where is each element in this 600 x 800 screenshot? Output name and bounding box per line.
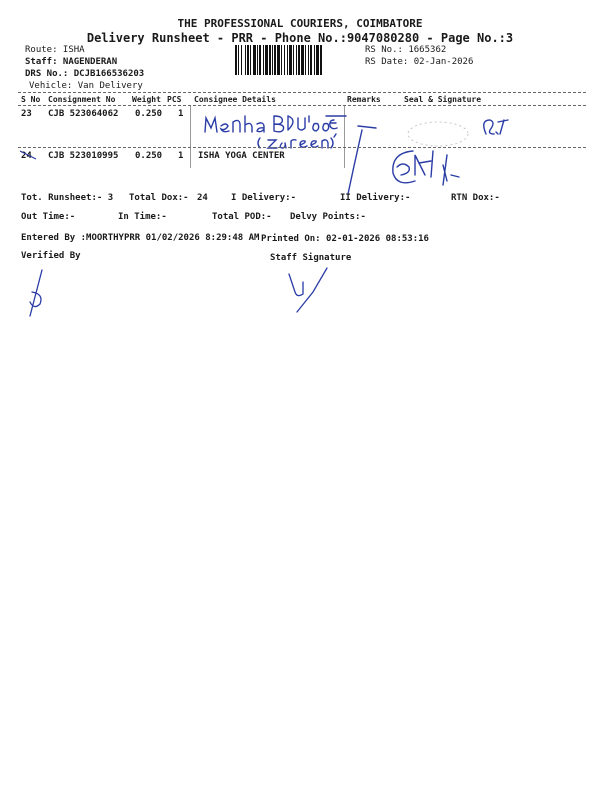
total-dox-label: Total Dox:- <box>129 193 189 203</box>
rs-number: RS No.: 1665362 <box>365 45 447 55</box>
row-weight: 0.250 <box>135 109 163 119</box>
handwritten-consignee <box>200 110 360 152</box>
tot-runsheet: Tot. Runsheet:- 3 <box>21 193 114 203</box>
i-delivery: I Delivery:- <box>231 193 297 203</box>
in-time: In Time:- <box>118 212 167 222</box>
row-consignment: CJB 523064062 <box>48 109 119 119</box>
col-seal-signature: Seal & Signature <box>404 95 482 104</box>
rs-date: RS Date: 02-Jan-2026 <box>365 57 474 67</box>
col-weight: Weight <box>132 95 161 104</box>
company-title: THE PROFESSIONAL COURIERS, COIMBATORE <box>177 17 423 30</box>
barcode-bar <box>277 45 280 75</box>
barcode-bar <box>269 45 271 75</box>
barcode-bar <box>235 45 237 75</box>
col-consignment: Consignment No <box>48 95 116 104</box>
barcode-bar <box>253 45 256 75</box>
total-pod: Total POD:- <box>212 212 272 222</box>
barcode-image <box>235 45 363 75</box>
row-consignment: CJB 523010995 <box>48 151 119 161</box>
barcode-bar <box>305 45 306 75</box>
printed-on: Printed On: 02-01-2026 08:53:16 <box>261 234 429 244</box>
barcode-bar <box>314 45 315 75</box>
barcode-bar <box>308 45 309 75</box>
vehicle-label: Vehicle: Van Delivery <box>29 81 143 91</box>
table-top-rule <box>18 92 586 93</box>
strike-mark <box>18 148 40 162</box>
barcode-bar <box>296 45 297 75</box>
entered-by: Entered By :MOORTHYPRR 01/02/2026 8:29:48 AM <box>21 233 260 243</box>
barcode-bar <box>250 45 251 75</box>
barcode-bar <box>238 45 239 75</box>
col-remarks: Remarks <box>347 95 381 104</box>
row-sno: 24 <box>21 151 32 161</box>
barcode-bar <box>281 45 282 75</box>
route-label: Route: ISHA <box>25 45 85 55</box>
col-pcs: PCS <box>167 95 182 104</box>
row-sno: 23 <box>21 109 32 119</box>
row-weight: 0.250 <box>135 151 163 161</box>
drs-number: DRS No.: DCJB166536203 <box>25 69 145 79</box>
staff-signature-mark <box>285 262 335 316</box>
col-sno: S No <box>21 95 41 104</box>
table-header-rule <box>18 105 586 106</box>
out-time: Out Time:- <box>21 212 76 222</box>
barcode-bar <box>284 45 285 75</box>
total-dox-value: 24 <box>197 193 208 203</box>
row-pcs: 1 <box>178 151 184 161</box>
barcode-bar <box>257 45 258 75</box>
barcode-bar <box>289 45 292 75</box>
barcode-bar <box>316 45 319 75</box>
barcode-bar <box>265 45 268 75</box>
staff-signature-label: Staff Signature <box>270 253 352 263</box>
col-separator <box>190 106 191 168</box>
col-consignee: Consignee Details <box>194 95 276 104</box>
verified-by: Verified By <box>21 251 81 261</box>
rtn-dox: RTN Dox:- <box>451 193 500 203</box>
runsheet-subtitle: Delivery Runsheet - PRR - Phone No.:9047080280 - Page No.:3 <box>86 31 514 45</box>
delvy-points: Delvy Points:- <box>290 212 366 222</box>
barcode-bar <box>259 45 261 75</box>
staff-label: Staff: NAGENDERAN <box>25 57 118 67</box>
barcode-bar <box>272 45 273 75</box>
barcode-bar <box>310 45 312 75</box>
barcode-bar <box>298 45 300 75</box>
barcode-bar <box>293 45 294 75</box>
ii-delivery: II Delivery:- <box>340 193 411 203</box>
barcode-bar <box>301 45 304 75</box>
row-pcs: 1 <box>178 109 184 119</box>
barcode-bar <box>274 45 276 75</box>
barcode-bar <box>245 45 246 75</box>
barcode-bar <box>320 45 322 75</box>
barcode-bar <box>241 45 242 75</box>
barcode-bar <box>247 45 249 75</box>
seal-signature-24 <box>385 145 475 190</box>
barcode-bar <box>263 45 264 75</box>
row-consignee: ISHA YOGA CENTER <box>198 151 285 161</box>
barcode-bar <box>287 45 288 75</box>
row-separator <box>18 147 586 148</box>
verified-signature <box>22 268 62 320</box>
